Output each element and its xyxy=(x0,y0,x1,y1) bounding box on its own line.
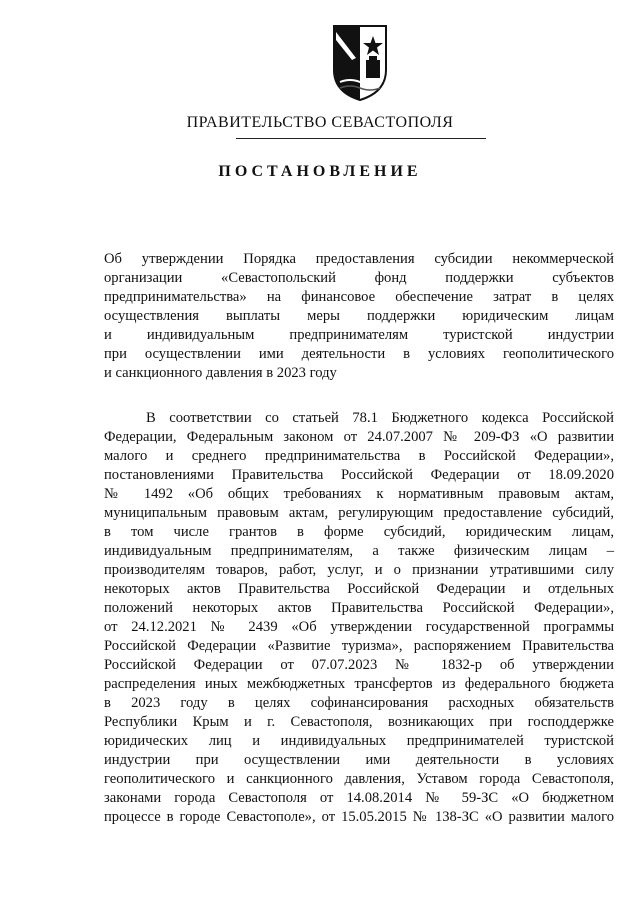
body-line: Российской Федерации «Развитие туризма», распоряжением Правительства xyxy=(104,638,614,654)
body-line: распределения иных межбюджетных трансфертов из федерального бюджета xyxy=(104,676,614,692)
body-line: положений некоторых актов Правительства Российской Федерации», xyxy=(104,600,614,616)
subject-line: и индивидуальным предпринимателям туристской индустрии xyxy=(104,327,614,343)
subject-line: предпринимательства» на финансовое обеспечение затрат в целях xyxy=(104,289,614,305)
body-line: производителям товаров, работ, услуг, и о признании утратившими силу xyxy=(104,562,614,578)
document-type: ПОСТАНОВЛЕНИЕ xyxy=(218,163,422,180)
subject-line: и санкционного давления в 2023 году xyxy=(104,365,337,381)
subject-line: организации «Севастопольский фонд поддержки субъектов xyxy=(104,270,614,286)
body-line: законами города Севастополя от 14.08.2014 № 59-ЗС «О бюджетном xyxy=(104,790,614,806)
title-underline xyxy=(236,138,486,139)
body-line: постановлениями Правительства Российской Федерации от 18.09.2020 xyxy=(104,467,614,483)
body-line: Федерации, Федеральным законом от 24.07.2007 № 209-ФЗ «О развитии xyxy=(104,429,614,445)
body-line: Российской Федерации от 07.07.2023 № 1832-р об утверждении xyxy=(104,657,614,673)
body-line: муниципальным правовым актам, регулирующим предоставление субсидий, xyxy=(104,505,614,521)
body-line: некоторых актов Правительства Российской Федерации и отдельных xyxy=(104,581,614,597)
subject-line: Об утверждении Порядка предоставления субсидии некоммерческой xyxy=(104,251,614,267)
subject-line: осуществления выплаты меры поддержки юридическим лицам xyxy=(104,308,614,324)
body-line: № 1492 «Об общих требованиях к нормативным правовым актам, xyxy=(104,486,614,502)
body-line: геополитического и санкционного давления, Уставом города Севастополя, xyxy=(104,771,614,787)
sevastopol-coat-of-arms-icon xyxy=(330,22,390,102)
subject-paragraph xyxy=(104,250,614,383)
body-paragraph xyxy=(104,409,614,827)
body-line: в 2023 году в целях софинансирования расходных обязательств xyxy=(104,695,614,711)
body-line: малого и среднего предпринимательства в Российской Федерации», xyxy=(104,448,614,464)
government-title: ПРАВИТЕЛЬСТВО СЕВАСТОПОЛЯ xyxy=(186,114,454,131)
body-line: Республики Крым и г. Севастополя, возникающих при господдержке xyxy=(104,714,614,730)
body-line: в том числе грантов в форме субсидий, юридическим лицам, xyxy=(104,524,614,540)
body-line: юридических лиц и индивидуальных предпринимателей туристской xyxy=(104,733,614,749)
subject-line: при осуществлении ими деятельности в условиях геополитического xyxy=(104,346,614,362)
body-line: процессе в городе Севастополе», от 15.05.2015 № 138-ЗС «О развитии малого xyxy=(104,809,614,825)
body-line: индустрии при осуществлении ими деятельности в условиях xyxy=(104,752,614,768)
body-line: индивидуальным предпринимателям, а также физическим лицам – xyxy=(104,543,614,559)
body-line: от 24.12.2021 № 2439 «Об утверждении государственной программы xyxy=(104,619,614,635)
body-line: В соответствии со статьей 78.1 Бюджетного кодекса Российской xyxy=(146,410,614,426)
